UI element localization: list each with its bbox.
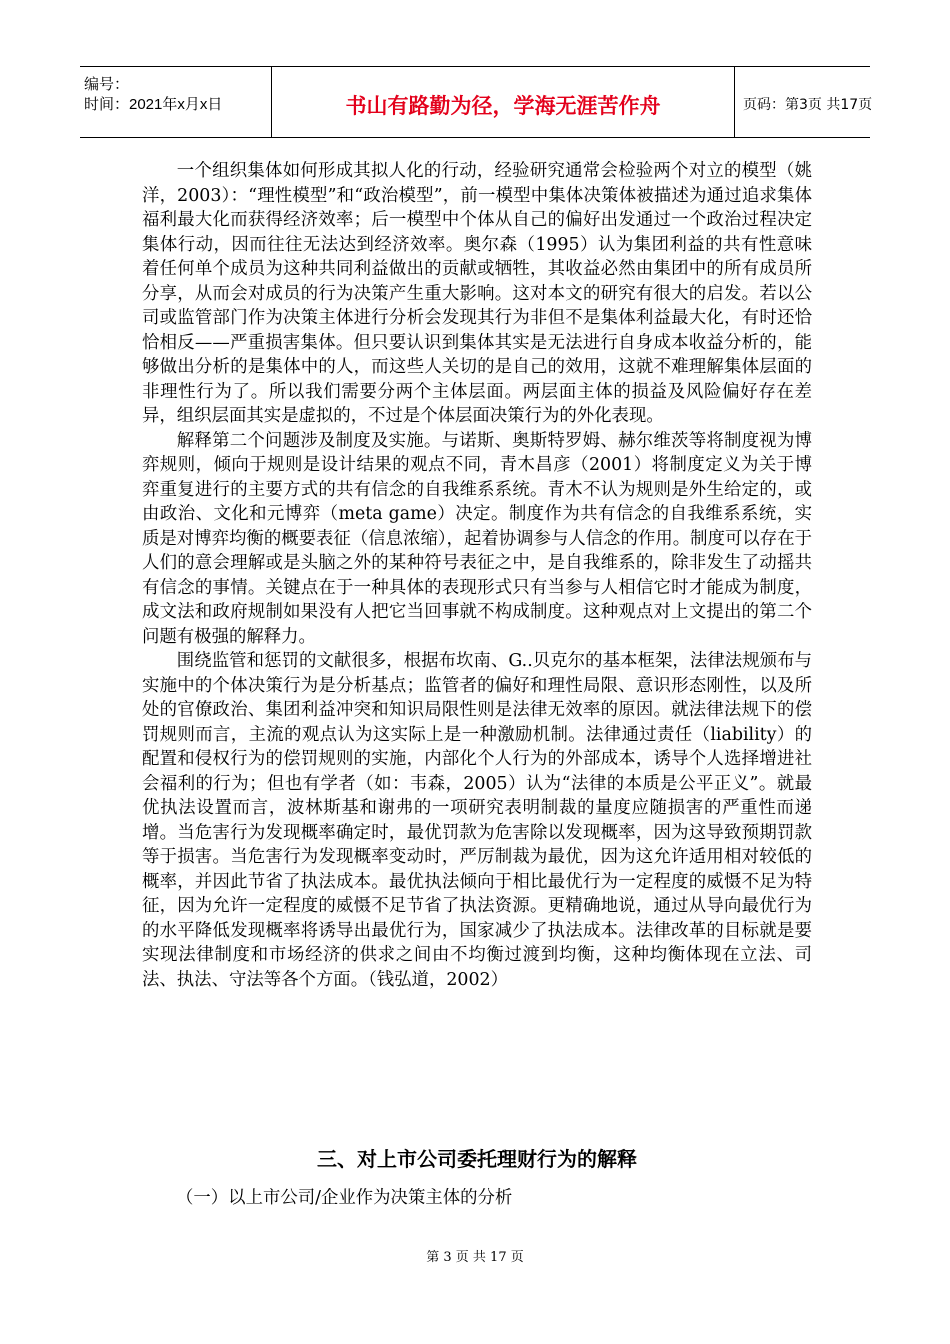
header-time-label: 时间：2021年x月x日 [84, 96, 223, 113]
page-footer: 第 3 页 共 17 页 [426, 1250, 524, 1265]
page-header [80, 66, 873, 138]
subsection-heading: （一）以上市公司/企业作为决策主体的分析 [176, 1188, 513, 1208]
paragraph: 一个组织集体如何形成其拟人化的行动，经验研究通常会检验两个对立的模型（姚洋，2003）：“理性模型”和“政治模型”，前一模型中集体决策体被描述为通过追求集体福利最大化而获得经济效率；后一模型中个体从自己的偏好出发通过一个政治过程决定集体行动，因而往往无法达到经济效率。奥尔森（1995）认为集团利益的共有性意味着任何单个成员为这种共同利益做出的贡献或牺牲，其收益必然由集团中的所有成员所分享，从而会对成员的行为决策产生重大影响。这对本文的研究有很大的启发。若以公司或监管部门作为决策主体进行分析会发现其行为非但不是集体利益最大化，有时还恰恰相反——严重损害集体。但只要认识到集体其实是无法进行自身成本收益分析的，能够做出分析的是集体中的人，而这些人关切的是自己的效用，这就不难理解集体层面的非理性行为了。所以我们需要分两个主体层面。两层面主体的损益及风险偏好存在差异，组织层面其实是虚拟的，不过是个体层面决策行为的外化表现。 [142, 161, 812, 426]
body-text [142, 159, 812, 992]
paragraph: 解释第二个问题涉及制度及实施。与诺斯、奥斯特罗姆、赫尔维茨等将制度视为博弈规则，倾向于规则是设计结果的观点不同，青木昌彦（2001）将制度定义为关于博弈重复进行的主要方式的共有信念的自我维系系统。青木不认为规则是外生给定的，或由政治、文化和元博弈（meta game）决定。制度作为共有信念的自我维系系统，实质是对博弈均衡的概要表征（信息浓缩），起着协调参与人信念的作用。制度可以存在于人们的意会理解或是头脑之外的某种符号表征之中，是自我维系的，除非发生了动摇共有信念的事情。关键点在于一种具体的表现形式只有当参与人相信它时才能成为制度，成文法和政府规制如果没有人把它当回事就不构成制度。这种观点对上文提出的第二个问题有极强的解释力。 [142, 430, 812, 647]
header-page-cell [735, 67, 873, 137]
section-heading: 三、对上市公司委托理财行为的解释 [317, 1147, 637, 1171]
header-page-label: 页码：第3页 共17页 [743, 97, 873, 113]
header-number-label: 编号： [84, 76, 130, 93]
paragraph: 围绕监管和惩罚的文献很多，根据布坎南、G..贝克尔的基本框架，法律法规颁布与实施中的个体决策行为是分析基点；监管者的偏好和理性局限、意识形态刚性，以及所处的官僚政治、集团利益冲突和知识局限性则是法律无效率的原因。就法律法规下的偿罚规则而言，主流的观点认为这实际上是一种激励机制。法律通过责任（liability）的配置和侵权行为的偿罚规则的实施，内部化个人行为的外部成本，诱导个人选择增进社会福利的行为；但也有学者（如：韦森，2005）认为“法律的本质是公平正义”。就最优执法设置而言，波林斯基和谢弗的一项研究表明制裁的量度应随损害的严重性而递增。当危害行为发现概率确定时，最优罚款为危害除以发现概率，因为这导致预期罚款等于损害。当危害行为发现概率变动时，严厉制裁为最优，因为这允许适用相对较低的概率，并因此节省了执法成本。最优执法倾向于相比最优行为一定程度的威慑不足为特征，因为允许一定程度的威慑不足节省了执法资源。更精确地说，通过从导向最优行为的水平降低发现概率将诱导出最优行为，国家减少了执法成本。法律改革的目标就是要实现法律制度和市场经济的供求之间由不均衡过渡到均衡，这种均衡体现在立法、司法、执法、守法等各个方面。（钱弘道，2002） [142, 651, 812, 990]
header-info-cell [80, 67, 272, 137]
header-motto: 书山有路勤为径，学海无涯苦作舟 [345, 94, 661, 118]
header-motto-cell [272, 67, 735, 137]
